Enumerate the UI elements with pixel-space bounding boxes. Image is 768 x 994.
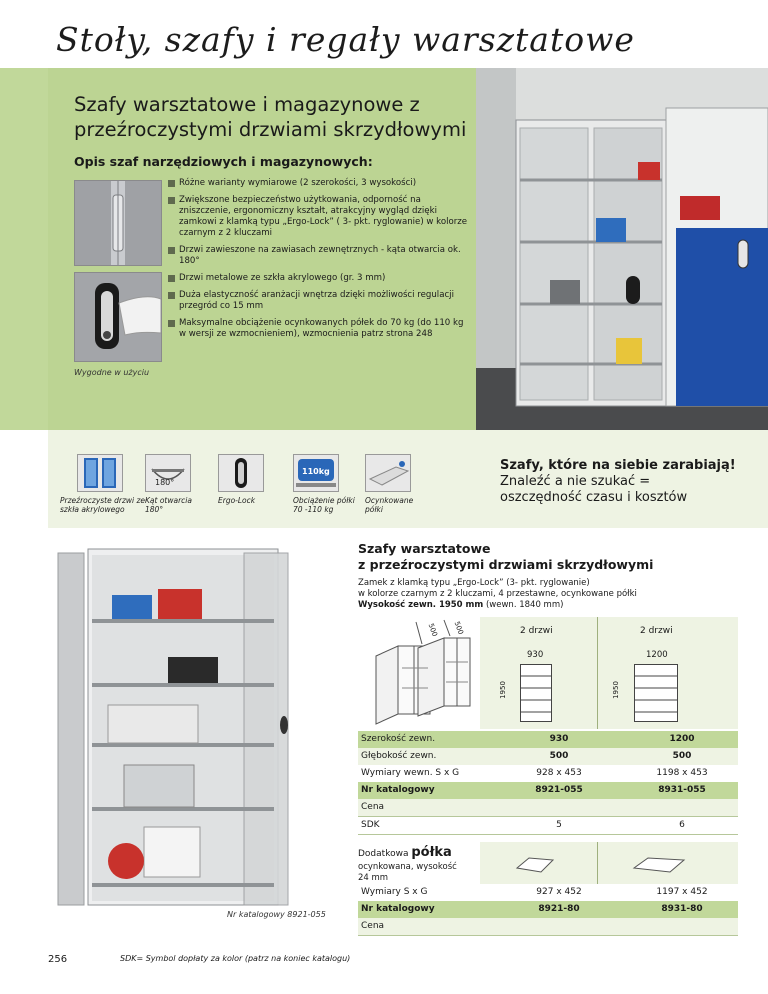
ergo-lock-photo-icon bbox=[75, 273, 161, 361]
row-value: 1200 bbox=[669, 734, 695, 744]
intro-heading-line2: przeźroczystymi drzwiami skrzydłowymi bbox=[74, 118, 467, 141]
shelf-description bbox=[358, 862, 457, 884]
product-height-rest: (wewn. 1840 mm) bbox=[485, 600, 564, 610]
feature-label-line: Przeźroczyste drzwi ze bbox=[60, 496, 146, 505]
list-item: Różne warianty wymiarowe (2 szerokości, 3 wysokości) bbox=[168, 178, 468, 189]
ergo-lock-icon bbox=[218, 454, 264, 492]
opening-angle-icon bbox=[145, 454, 191, 492]
feature-label-line: 70 -110 kg bbox=[293, 505, 334, 514]
page-number: 256 bbox=[48, 954, 68, 965]
table-row bbox=[358, 748, 738, 765]
table-row bbox=[358, 765, 738, 782]
glass-cabinet-illustration bbox=[48, 545, 296, 917]
feature-label-line: półki bbox=[365, 505, 383, 514]
height-label: 1950 bbox=[611, 681, 620, 699]
list-item: Maksymalne obciążenie ocynkowanych półek do 70 kg (do 110 kg w wersji ze wzmocnieniem), wzmocnienia patrz strona 248 bbox=[168, 318, 468, 340]
table-row bbox=[358, 799, 738, 817]
depth-label: 500 bbox=[452, 620, 465, 636]
cabinet-front-diagram bbox=[520, 664, 552, 722]
table-row bbox=[358, 884, 738, 901]
row-value: 930 bbox=[549, 734, 569, 744]
cabinets-photo bbox=[476, 68, 768, 430]
shelf-diagram bbox=[515, 856, 555, 878]
row-label: SDK bbox=[361, 820, 380, 830]
row-value: 927 x 452 bbox=[536, 887, 582, 897]
list-item: Zwiększone bezpieczeństwo użytkowania, odporność na zniszczenie, ergonomiczny kształt, atrakcyjny wygląd dzięki zamkowi z klamką typu „Ergo-Lock” ( 3- pkt. ryglowanie) w kolorze czarnym z 2 kluczami bbox=[168, 195, 468, 239]
feature-label bbox=[218, 496, 255, 505]
shelf-icon bbox=[365, 454, 411, 492]
page-title: Stoły, szafy i regały warsztatowe bbox=[56, 20, 635, 59]
cabinet-front-icon bbox=[634, 664, 678, 722]
shelf-icon bbox=[632, 856, 686, 874]
row-value: 5 bbox=[556, 820, 562, 830]
lock-photo bbox=[74, 272, 162, 362]
depth-label: 500 bbox=[426, 622, 439, 638]
feature-label-line: Kąt otwarcia bbox=[145, 496, 192, 505]
table-header-bg bbox=[480, 617, 738, 729]
height-label: 1950 bbox=[498, 681, 507, 699]
weight-icon bbox=[293, 454, 339, 492]
table-row bbox=[358, 918, 738, 936]
product-desc-line: Zamek z klamką typu „Ergo-Lock” (3- pkt. ryglowanie) bbox=[358, 578, 590, 588]
shelf-diagram bbox=[632, 856, 686, 878]
table-row bbox=[358, 731, 738, 748]
glass-cabinet-photo bbox=[48, 545, 296, 917]
feature-label bbox=[60, 496, 145, 514]
intro-subheading: Opis szaf narzędziowych i magazynowych: bbox=[74, 154, 373, 169]
row-label: Szerokość zewn. bbox=[361, 734, 436, 744]
feature-label-line: 180° bbox=[145, 505, 164, 514]
slogan-text bbox=[500, 474, 687, 506]
slogan-line: oszczędność czasu i kosztów bbox=[500, 490, 688, 505]
weight-badge: 110kg bbox=[302, 467, 330, 476]
row-value: 500 bbox=[549, 751, 569, 761]
column-width: 1200 bbox=[646, 650, 668, 660]
row-label: Cena bbox=[361, 802, 385, 812]
table-row bbox=[358, 817, 738, 835]
row-value: 8921-055 bbox=[535, 785, 583, 795]
row-value: 8931-80 bbox=[661, 904, 703, 914]
row-value: 8931-055 bbox=[658, 785, 706, 795]
cabinet-front-diagram bbox=[634, 664, 678, 722]
row-label: Głębokość zewn. bbox=[361, 751, 437, 761]
row-label: Nr katalogowy bbox=[361, 904, 435, 914]
column-divider bbox=[597, 842, 598, 884]
shelf-desc-line: ocynkowana, wysokość bbox=[358, 862, 457, 872]
slogan-line: Znaleźć a nie szukać = bbox=[500, 474, 651, 489]
feature-label-line: Obciążenie półki bbox=[293, 496, 355, 505]
intro-heading bbox=[74, 92, 474, 142]
column-doors: 2 drzwi bbox=[640, 626, 673, 636]
feature-label-line: Ocynkowane bbox=[365, 496, 414, 505]
row-value: 1198 x 453 bbox=[656, 768, 708, 778]
list-item: Duża elastyczność aranżacji wnętrza dzięki możliwości regulacji przegród co 15 mm bbox=[168, 290, 468, 312]
column-width: 930 bbox=[527, 650, 544, 660]
shelf-icon bbox=[515, 856, 555, 874]
row-label: Wymiary S x G bbox=[361, 887, 428, 897]
acrylic-doors-icon bbox=[77, 454, 123, 492]
product-height bbox=[358, 600, 637, 611]
table-row bbox=[358, 782, 738, 799]
product-description bbox=[358, 578, 637, 611]
product-title-line: z przeźroczystymi drzwiami skrzydłowymi bbox=[358, 557, 654, 572]
shelf-heading-small: Dodatkowa bbox=[358, 849, 409, 859]
product-title bbox=[358, 541, 653, 573]
feature-list bbox=[168, 178, 468, 346]
shelf-heading bbox=[358, 845, 452, 860]
shelf-heading-big: półka bbox=[411, 845, 452, 860]
row-value: 500 bbox=[672, 751, 692, 761]
row-value: 6 bbox=[679, 820, 685, 830]
intro-heading-line1: Szafy warsztatowe i magazynowe z bbox=[74, 93, 420, 116]
hinge-photo bbox=[74, 180, 162, 266]
intro-caption: Wygodne w użyciu bbox=[74, 368, 150, 377]
list-item: Drzwi zawieszone na zawiasach zewnętrznych - kąta otwarcia ok. 180° bbox=[168, 245, 468, 267]
hinge-icon bbox=[75, 181, 161, 265]
row-value: 928 x 453 bbox=[536, 768, 582, 778]
product-height-bold: Wysokość zewn. 1950 mm bbox=[358, 600, 484, 610]
column-doors: 2 drzwi bbox=[520, 626, 553, 636]
row-label: Wymiary wewn. S x G bbox=[361, 768, 460, 778]
feature-label-line: Ergo-Lock bbox=[218, 496, 256, 505]
product-desc-line: w kolorze czarnym z 2 kluczami, 4 przestawne, ocynkowane półki bbox=[358, 589, 637, 599]
row-value: 8921-80 bbox=[538, 904, 580, 914]
cabinet-photo-illustration bbox=[476, 68, 768, 430]
footnote: SDK= Symbol dopłaty za kolor (patrz na koniec katalogu) bbox=[120, 954, 351, 963]
feature-label-line: szkła akrylowego bbox=[60, 505, 125, 514]
column-divider bbox=[597, 617, 598, 729]
shelf-desc-line: 24 mm bbox=[358, 873, 389, 883]
feature-label bbox=[145, 496, 192, 514]
list-item: Drzwi metalowe ze szkła akrylowego (gr. 3 mm) bbox=[168, 273, 468, 284]
row-label: Cena bbox=[361, 921, 385, 931]
product-photo-caption: Nr katalogowy 8921-055 bbox=[227, 910, 326, 919]
opening-angle-badge: 180° bbox=[155, 478, 175, 487]
cabinet-front-icon bbox=[520, 664, 552, 722]
slogan-heading: Szafy, które na siebie zarabiają! bbox=[500, 458, 736, 473]
row-value: 1197 x 452 bbox=[656, 887, 708, 897]
table-row bbox=[358, 901, 738, 918]
product-title-line: Szafy warsztatowe bbox=[358, 541, 491, 556]
feature-label bbox=[365, 496, 413, 514]
row-label: Nr katalogowy bbox=[361, 785, 435, 795]
feature-label bbox=[293, 496, 355, 514]
